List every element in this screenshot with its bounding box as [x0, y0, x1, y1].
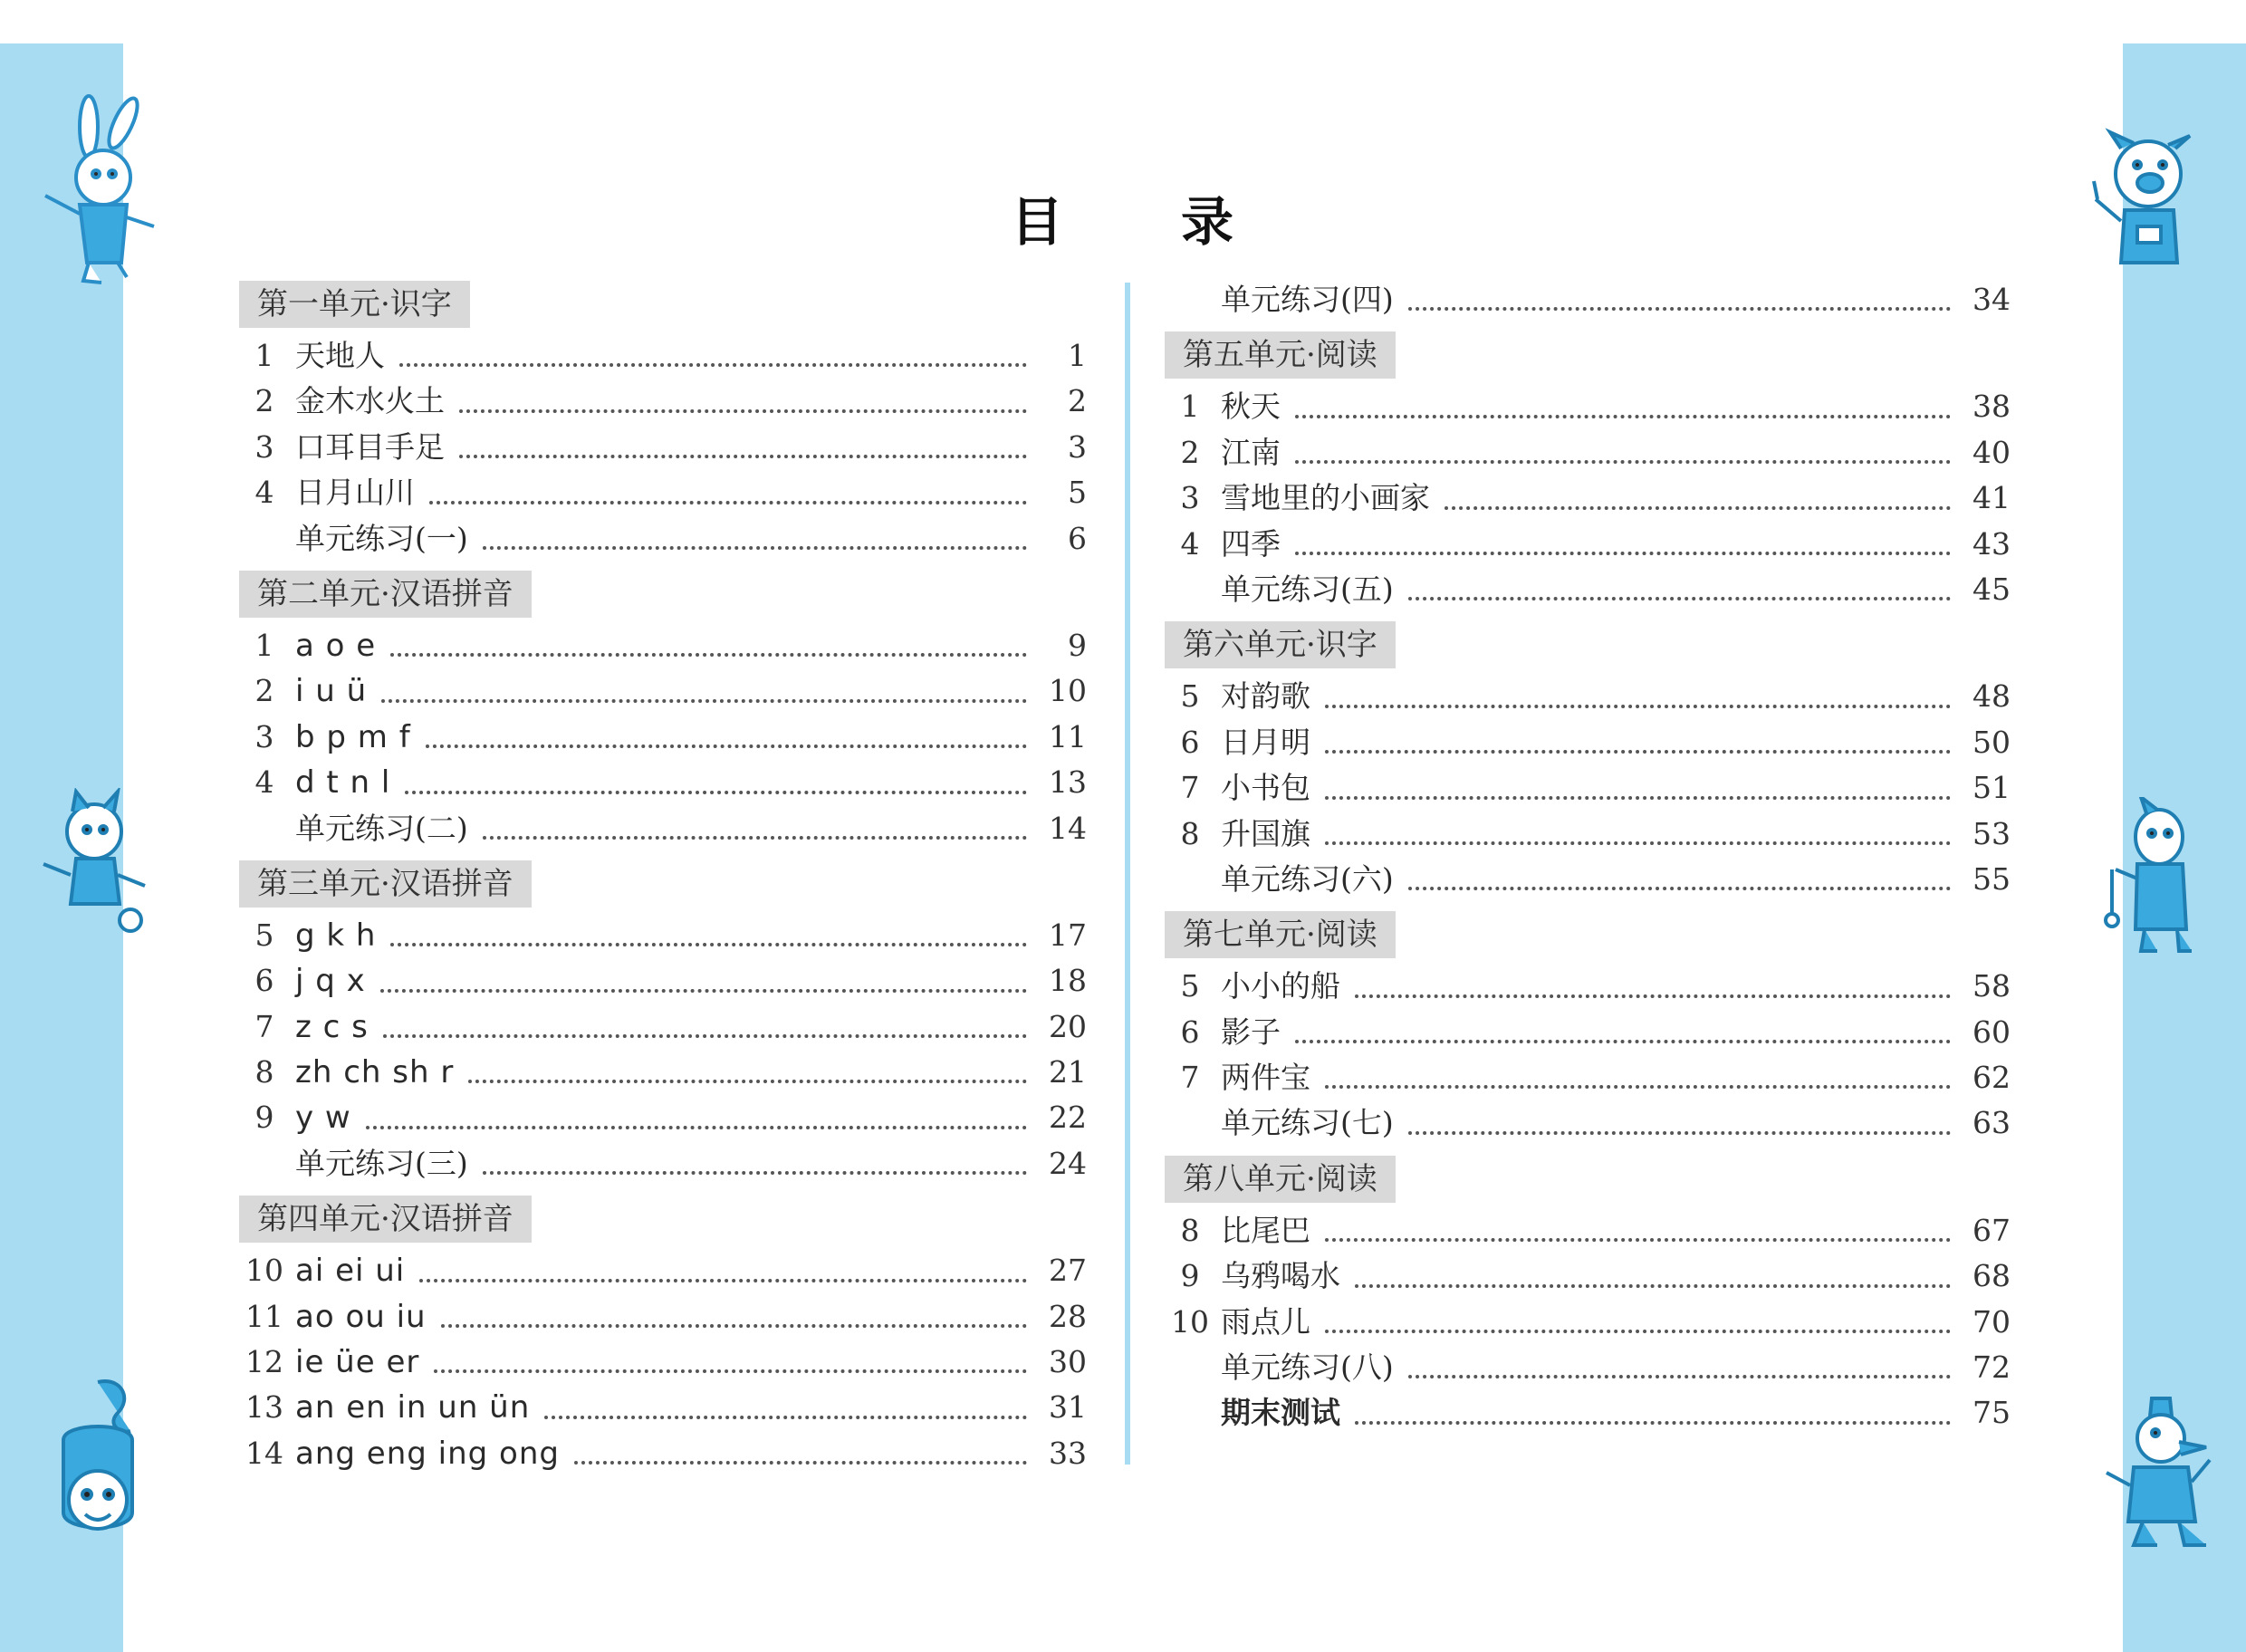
- toc-entry[interactable]: [237, 1141, 1087, 1186]
- page-number: 14: [1049, 810, 1087, 846]
- dot-leader: [483, 836, 1027, 840]
- unit-heading: 第四单元·汉语拼音: [239, 1196, 532, 1243]
- lesson-title: j q x: [295, 963, 366, 1000]
- dot-leader: [1408, 887, 1951, 890]
- page-number: 67: [1972, 1212, 2011, 1248]
- dot-leader: [419, 1279, 1027, 1282]
- toc-entry[interactable]: [1163, 1390, 2011, 1436]
- dot-leader: [1325, 750, 1951, 754]
- lesson-title: 单元练习(七): [1221, 1105, 1394, 1141]
- dot-leader: [459, 455, 1027, 458]
- dot-leader: [1325, 841, 1951, 845]
- dot-leader: [383, 1034, 1027, 1038]
- lesson-title: 江南: [1221, 434, 1281, 470]
- page-number: 43: [1972, 525, 2011, 562]
- lesson-number: 5: [1180, 968, 1200, 1004]
- lesson-title: a o e: [295, 627, 377, 664]
- toc-entry[interactable]: [1163, 1253, 2011, 1299]
- lesson-title: 比尾巴: [1221, 1212, 1310, 1248]
- lesson-title: d t n l: [295, 764, 391, 802]
- lesson-title: 期末测试: [1221, 1395, 1340, 1431]
- dot-leader: [1408, 1375, 1951, 1378]
- yoyo-dog-icon: [2101, 797, 2201, 960]
- lesson-number: 3: [1180, 480, 1200, 516]
- lesson-number: 4: [254, 475, 274, 511]
- dot-leader: [405, 791, 1027, 794]
- lesson-title: ao ou iu: [295, 1298, 427, 1335]
- lesson-title: 单元练习(四): [1221, 282, 1394, 317]
- dot-leader: [390, 943, 1027, 946]
- page-number: 2: [1068, 383, 1087, 419]
- page-number: 33: [1049, 1435, 1087, 1471]
- dot-leader: [1445, 506, 1951, 510]
- lesson-title: 单元练习(五): [1221, 571, 1394, 607]
- page-number: 34: [1972, 282, 2011, 317]
- page-number: 38: [1972, 389, 2011, 425]
- lesson-title: ang eng ing ong: [295, 1435, 560, 1472]
- lesson-title: i u ü: [295, 673, 368, 710]
- column-divider: [1125, 283, 1130, 1465]
- page-number: 10: [1049, 673, 1087, 709]
- page-number: 58: [1972, 968, 2011, 1004]
- lesson-number: 14: [245, 1435, 283, 1471]
- dot-leader: [366, 1126, 1027, 1129]
- lesson-title: 日月明: [1221, 724, 1310, 760]
- toc-left-column: [237, 272, 1087, 1476]
- toc-entry[interactable]: [237, 1431, 1087, 1476]
- toc-entry[interactable]: [237, 913, 1087, 958]
- page-number: 30: [1049, 1344, 1087, 1380]
- page-number: 11: [1049, 718, 1087, 754]
- unit-heading: 第七单元·阅读: [1165, 911, 1396, 958]
- toc-entry[interactable]: [237, 1004, 1087, 1050]
- toc-entry[interactable]: [1163, 567, 2011, 612]
- dot-leader: [426, 744, 1027, 748]
- lesson-title: g k h: [295, 917, 377, 954]
- dot-leader: [1325, 1330, 1951, 1333]
- page-number: 24: [1049, 1145, 1087, 1181]
- page-number: 21: [1049, 1054, 1087, 1090]
- page-number: 3: [1068, 428, 1087, 465]
- lesson-number: 1: [254, 338, 274, 373]
- dot-leader: [1408, 597, 1951, 600]
- toc-entry[interactable]: [237, 958, 1087, 1004]
- toc-entry[interactable]: [237, 760, 1087, 805]
- lesson-number: 8: [254, 1054, 274, 1090]
- toc-entry[interactable]: [1163, 720, 2011, 765]
- toc-entry[interactable]: [1163, 475, 2011, 521]
- lesson-number: 10: [245, 1253, 283, 1289]
- page-number: 72: [1972, 1349, 2011, 1386]
- lesson-title: 雪地里的小画家: [1221, 480, 1430, 516]
- unit-heading: 第三单元·汉语拼音: [239, 860, 532, 908]
- dot-leader: [1325, 796, 1951, 800]
- toc-entry[interactable]: [237, 1294, 1087, 1340]
- lesson-title: 单元练习(一): [295, 520, 468, 556]
- lesson-title: an en in un ün: [295, 1389, 531, 1426]
- toc-entry[interactable]: [1163, 1300, 2011, 1345]
- lesson-number: 6: [1180, 724, 1200, 760]
- lesson-number: 9: [1180, 1258, 1200, 1294]
- page-number: 31: [1049, 1389, 1087, 1426]
- lesson-title: 口耳目手足: [295, 428, 445, 465]
- lesson-number: 7: [1180, 770, 1200, 806]
- dot-leader: [441, 1324, 1027, 1328]
- lesson-title: ie üe er: [295, 1344, 420, 1381]
- page-number: 17: [1049, 917, 1087, 953]
- toc-entry[interactable]: [237, 1340, 1087, 1385]
- page-number: 62: [1972, 1060, 2011, 1096]
- toc-entry[interactable]: [1163, 277, 2011, 322]
- lesson-number: 6: [1180, 1013, 1200, 1050]
- unit-heading: 第八单元·阅读: [1165, 1156, 1396, 1203]
- unit-heading: 第六单元·识字: [1165, 621, 1396, 668]
- page-number: 70: [1972, 1303, 2011, 1340]
- toc-entry[interactable]: [1163, 857, 2011, 902]
- lesson-title: 影子: [1221, 1013, 1281, 1050]
- page-number: 22: [1049, 1100, 1087, 1136]
- dot-leader: [380, 989, 1027, 993]
- dot-leader: [1325, 1085, 1951, 1089]
- toc-entry[interactable]: [237, 1095, 1087, 1140]
- lesson-number: 1: [254, 627, 274, 663]
- page-number: 18: [1049, 963, 1087, 999]
- page-number: 9: [1068, 627, 1087, 663]
- lesson-number: 7: [1180, 1060, 1200, 1096]
- page-number: 75: [1972, 1395, 2011, 1431]
- dot-leader: [434, 1369, 1027, 1373]
- dot-leader: [1295, 1040, 1951, 1043]
- dot-leader: [483, 1171, 1027, 1175]
- lesson-number: 2: [254, 673, 274, 709]
- toc-entry[interactable]: [1163, 964, 2011, 1009]
- page-number: 50: [1972, 724, 2011, 760]
- dot-leader: [1355, 1284, 1951, 1288]
- page-number: 5: [1068, 475, 1087, 511]
- unit-heading: 第五单元·阅读: [1165, 331, 1396, 379]
- dot-leader: [574, 1461, 1027, 1465]
- tiger-icon: [43, 1377, 152, 1558]
- lesson-title: 雨点儿: [1221, 1303, 1310, 1340]
- page-number: 48: [1972, 678, 2011, 715]
- dot-leader: [1355, 1421, 1951, 1425]
- dot-leader: [1295, 460, 1951, 464]
- lesson-title: 小书包: [1221, 770, 1310, 806]
- lesson-number: 12: [245, 1344, 283, 1380]
- toc-entry[interactable]: [237, 668, 1087, 714]
- lesson-number: 8: [1180, 815, 1200, 851]
- page-title: [0, 179, 2246, 255]
- lesson-number: 10: [1171, 1303, 1209, 1340]
- lesson-number: 8: [1180, 1212, 1200, 1248]
- lesson-number: 9: [254, 1100, 274, 1136]
- lesson-number: 6: [254, 963, 274, 999]
- dot-leader: [1295, 415, 1951, 418]
- dot-leader: [390, 653, 1027, 657]
- page-number: 60: [1972, 1013, 2011, 1050]
- lesson-number: 5: [1180, 678, 1200, 715]
- toc-entry[interactable]: [237, 1248, 1087, 1293]
- page-number: 41: [1972, 480, 2011, 516]
- dot-leader: [459, 409, 1027, 413]
- dot-leader: [381, 699, 1027, 703]
- toc-entry[interactable]: [1163, 1055, 2011, 1100]
- toc-entry[interactable]: [237, 715, 1087, 760]
- duck-icon: [2097, 1395, 2215, 1558]
- toc-entry[interactable]: [1163, 522, 2011, 567]
- toc-entry[interactable]: [1163, 1010, 2011, 1055]
- unit-heading: 第二单元·汉语拼音: [239, 571, 532, 618]
- lesson-title: 天地人: [295, 338, 385, 373]
- title-char-2: 录: [1181, 191, 1236, 253]
- lesson-title: z c s: [295, 1008, 369, 1045]
- lesson-number: 4: [254, 764, 274, 801]
- toc-entry[interactable]: [1163, 1100, 2011, 1146]
- page-number: 53: [1972, 815, 2011, 851]
- lesson-number: 7: [254, 1008, 274, 1044]
- dot-leader: [1408, 307, 1951, 311]
- lesson-title: ai ei ui: [295, 1253, 406, 1290]
- toc-entry[interactable]: [1163, 765, 2011, 811]
- page-number: 45: [1972, 571, 2011, 607]
- toc-right-column: [1163, 272, 2011, 1436]
- lesson-number: 3: [254, 718, 274, 754]
- toc-entry[interactable]: [237, 806, 1087, 851]
- page-number: 40: [1972, 434, 2011, 470]
- dot-leader: [399, 363, 1027, 367]
- dot-leader: [1355, 994, 1951, 998]
- page-number: 13: [1049, 764, 1087, 801]
- lesson-title: b p m f: [295, 718, 411, 755]
- dot-leader: [544, 1416, 1027, 1419]
- lesson-title: 对韵歌: [1221, 678, 1310, 715]
- dot-leader: [468, 1080, 1027, 1083]
- page-number: 27: [1049, 1253, 1087, 1289]
- lesson-title: 升国旗: [1221, 815, 1310, 851]
- lesson-title: zh ch sh r: [295, 1054, 455, 1091]
- lesson-title: 秋天: [1221, 389, 1281, 425]
- lesson-title: 四季: [1221, 525, 1281, 562]
- dot-leader: [1325, 705, 1951, 708]
- toc-entry[interactable]: [1163, 1208, 2011, 1253]
- lesson-title: 小小的船: [1221, 968, 1340, 1004]
- lesson-title: 单元练习(三): [295, 1145, 468, 1181]
- lesson-number: 1: [1180, 389, 1200, 425]
- page-number: 1: [1068, 338, 1087, 373]
- lesson-title: 两件宝: [1221, 1060, 1310, 1096]
- page-number: 55: [1972, 860, 2011, 897]
- page-number: 6: [1068, 520, 1087, 556]
- lesson-number: 2: [1180, 434, 1200, 470]
- page-number: 68: [1972, 1258, 2011, 1294]
- cat-icon: [36, 788, 154, 933]
- page-number: 51: [1972, 770, 2011, 806]
- toc-entry[interactable]: [237, 470, 1087, 515]
- toc-entry[interactable]: [237, 379, 1087, 424]
- dot-leader: [483, 546, 1027, 550]
- lesson-number: 2: [254, 383, 274, 419]
- lesson-title: 乌鸦喝水: [1221, 1258, 1340, 1294]
- toc-entry[interactable]: [1163, 384, 2011, 429]
- toc-entry[interactable]: [237, 425, 1087, 470]
- lesson-number: 3: [254, 428, 274, 465]
- toc-entry[interactable]: [237, 333, 1087, 379]
- lesson-title: 单元练习(二): [295, 810, 468, 846]
- toc-entry[interactable]: [237, 1050, 1087, 1095]
- page-number: 63: [1972, 1105, 2011, 1141]
- lesson-number: 11: [245, 1298, 283, 1334]
- dot-leader: [1295, 552, 1951, 555]
- lesson-title: 单元练习(六): [1221, 860, 1394, 897]
- lesson-title: 金木水火土: [295, 383, 445, 419]
- lesson-number: 4: [1180, 525, 1200, 562]
- unit-heading: 第一单元·识字: [239, 281, 470, 328]
- toc-entry[interactable]: [1163, 812, 2011, 857]
- lesson-number: 5: [254, 917, 274, 953]
- title-char-1: 目: [1010, 191, 1065, 253]
- toc-entry[interactable]: [1163, 430, 2011, 475]
- lesson-number: 13: [245, 1389, 283, 1426]
- toc-entry[interactable]: [237, 516, 1087, 562]
- dot-leader: [1408, 1131, 1951, 1135]
- dot-leader: [429, 501, 1027, 504]
- toc-entry[interactable]: [1163, 1345, 2011, 1390]
- dot-leader: [1325, 1238, 1951, 1242]
- lesson-title: y w: [295, 1100, 351, 1137]
- page-number: 28: [1049, 1298, 1087, 1334]
- lesson-title: 日月山川: [295, 475, 415, 511]
- toc-entry[interactable]: [237, 1385, 1087, 1430]
- toc-entry[interactable]: [1163, 674, 2011, 719]
- lesson-title: 单元练习(八): [1221, 1349, 1394, 1386]
- page-number: 20: [1049, 1008, 1087, 1044]
- toc-entry[interactable]: [237, 623, 1087, 668]
